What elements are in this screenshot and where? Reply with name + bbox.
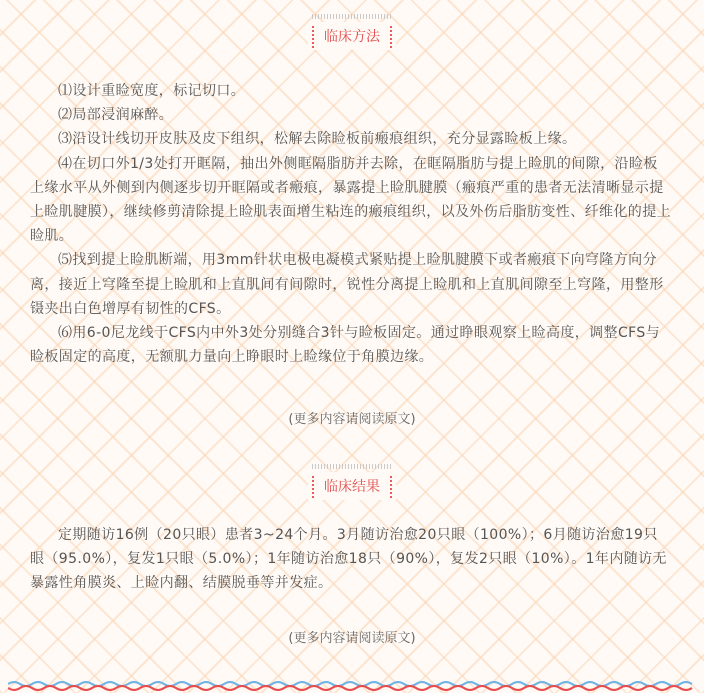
section-title: 临床结果 — [324, 479, 380, 495]
section-title-box — [308, 22, 396, 50]
section-title-box — [308, 472, 396, 500]
paragraph: ⑸找到提上睑肌断端，用3mm针状电极电凝模式紧贴提上睑肌腱膜下或者瘢痕下向穹隆方向分离，接近上穹隆至提上睑肌和上直肌间有间隙时，锐性分离提上睑肌和上直肌间隙至上穹隆，用整形镊夹出白色增厚有韧性的CFS。 — [30, 252, 664, 317]
header-decoration — [312, 464, 392, 469]
paragraph: ⑵局部浸润麻醉。 — [58, 107, 174, 124]
section-body-clinical-results — [30, 523, 672, 596]
paragraph: ⑶沿设计线切开皮肤及皮下组织，松解去除睑板前瘢痕组织，充分显露睑板上缘。 — [58, 131, 577, 148]
section-title: 临床方法 — [324, 29, 380, 45]
wave-blue — [8, 682, 692, 686]
paragraph: 定期随访16例（20只眼）患者3~24个月。3月随访治愈20只眼（100%）；6月随访治愈19只眼（95.0%），复发1只眼（5.0%）；1年随访治愈18只（90%），复发2只眼（10%）。1年内随访无暴露性角膜炎、上睑内翻、结膜脱垂等并发症。 — [30, 527, 667, 592]
section-header-clinical-results — [0, 464, 704, 504]
paragraph: ⑹用6-0尼龙线于CFS内中外3处分别缝合3针与睑板固定。通过睁眼观察上睑高度，调整CFS与睑板固定的高度，无额肌力量向上睁眼时上睑缘位于角膜边缘。 — [30, 325, 661, 366]
read-more-link[interactable]: (更多内容请阅读原文) — [288, 412, 416, 427]
paragraph: ⑴设计重睑宽度，标记切口。 — [58, 83, 246, 99]
section-body-clinical-method — [30, 79, 672, 369]
read-more-link[interactable]: (更多内容请阅读原文) — [288, 631, 416, 646]
section-header-clinical-method — [0, 14, 704, 54]
wave-red — [8, 686, 692, 690]
bottom-wave-decoration — [8, 679, 696, 693]
paragraph: ⑷在切口外1/3处打开眶隔，抽出外侧眶隔脂肪并去除，在眶隔脂肪与提上睑肌的间隙，沿睑板上缘水平从外侧到内侧逐步切开眶隔或者瘢痕，暴露提上睑肌腱膜（瘢痕严重的患者无法清晰显示提上睑肌腱膜），继续修剪清除提上睑肌表面增生粘连的瘢痕组织，以及外伤后脂肪变性、纤维化的提上睑肌。 — [30, 155, 671, 245]
header-decoration — [312, 14, 392, 19]
